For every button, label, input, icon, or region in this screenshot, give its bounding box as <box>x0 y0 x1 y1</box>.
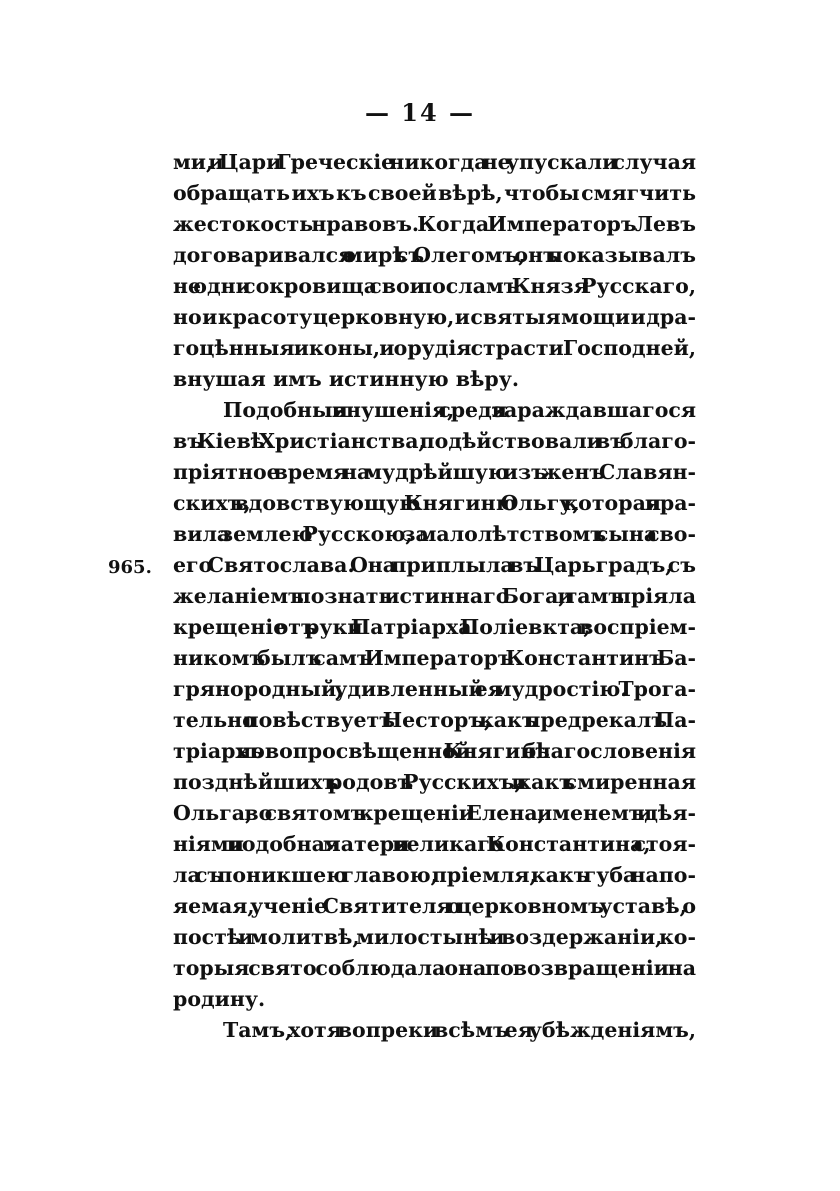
text-line: обращать ихъ къ своей вѣрѣ, чтобы смягчить <box>173 181 696 205</box>
text-line: яемая, ученіе Святителя о церковномъ уставѣ, о <box>173 894 696 918</box>
text-line: желаніемъ познать истиннаго Бога, и тамъ пріяла <box>173 584 696 608</box>
text-line: родину. <box>173 987 266 1011</box>
text-line: скихъ, вдовствующую Княгиню Ольгу, которая пра- <box>173 491 696 515</box>
text-line: жестокость нравовъ. Когда Императоръ Левъ <box>173 212 696 236</box>
body-text <box>173 147 696 1046</box>
paragraph-2 <box>173 395 696 1015</box>
text-line: внушая имъ истинную вѣру. <box>173 367 519 391</box>
text-line: его Святослава. Она приплыла въ Царьградъ, съ <box>173 553 696 577</box>
text-line: грянородный, удивленный ея мудростію. Трога- <box>173 677 696 701</box>
paragraph-1 <box>173 147 696 395</box>
text-line: Ольга, во святомъ крещеніи Елена, именемъ и дѣя- <box>173 801 696 825</box>
text-line: крещеніе отъ руки Патріарха Поліевкта; воспріем- <box>173 615 696 639</box>
text-line: договаривался о мирѣ съ Олегомъ, онъ показывалъ <box>173 243 696 267</box>
text-line: никомъ былъ самъ Императоръ Константинъ Ба- <box>173 646 696 670</box>
text-line: постѣ и молитвѣ, милостынѣ и воздержаніи, ко- <box>173 925 696 949</box>
text-line: тріархъ новопросвѣщенной Княгинѣ благословенія <box>173 739 696 763</box>
page-number: — 14 — <box>364 98 476 127</box>
text-line: не одни сокровища свои посламъ Князя Русскаго, <box>173 274 696 298</box>
text-line: торыя свято соблюдала она по возвращеніи на <box>173 956 696 980</box>
text-line: ми, и Цари Греческіе никогда не упускали случая <box>173 150 696 174</box>
text-line: вила землею Русскою, за малолѣтствомъ сына сво- <box>173 522 696 546</box>
text-line: пріятное время на мудрѣйшую изъ женъ Славян- <box>173 460 696 484</box>
text-line: Подобныя внушенія, среди зараждавшагося <box>223 398 696 422</box>
text-line: гоцѣнныя иконы, и орудія страсти Господней, <box>173 336 696 360</box>
text-line: Тамъ, хотя вопреки всѣмъ ея убѣжденіямъ, <box>223 1018 696 1042</box>
paragraph-3 <box>173 1015 696 1046</box>
text-line: въ Кіевѣ Христіанства, подѣйствовали въ благо- <box>173 429 696 453</box>
text-line: тельно повѣствуетъ Несторъ, какъ предрекалъ Па- <box>173 708 696 732</box>
margin-year-note: 965. <box>108 557 152 578</box>
text-line: но и красоту церковную, и святыя мощи и дра- <box>173 305 696 329</box>
text-line: ла съ поникшею главою, пріемля, какъ губа напо- <box>173 863 696 887</box>
text-line: позднѣйшихъ родовъ Русскихъ, и какъ смиренная <box>173 770 696 794</box>
text-line: ніями подобная матери великаго Константина, стоя- <box>173 832 696 856</box>
